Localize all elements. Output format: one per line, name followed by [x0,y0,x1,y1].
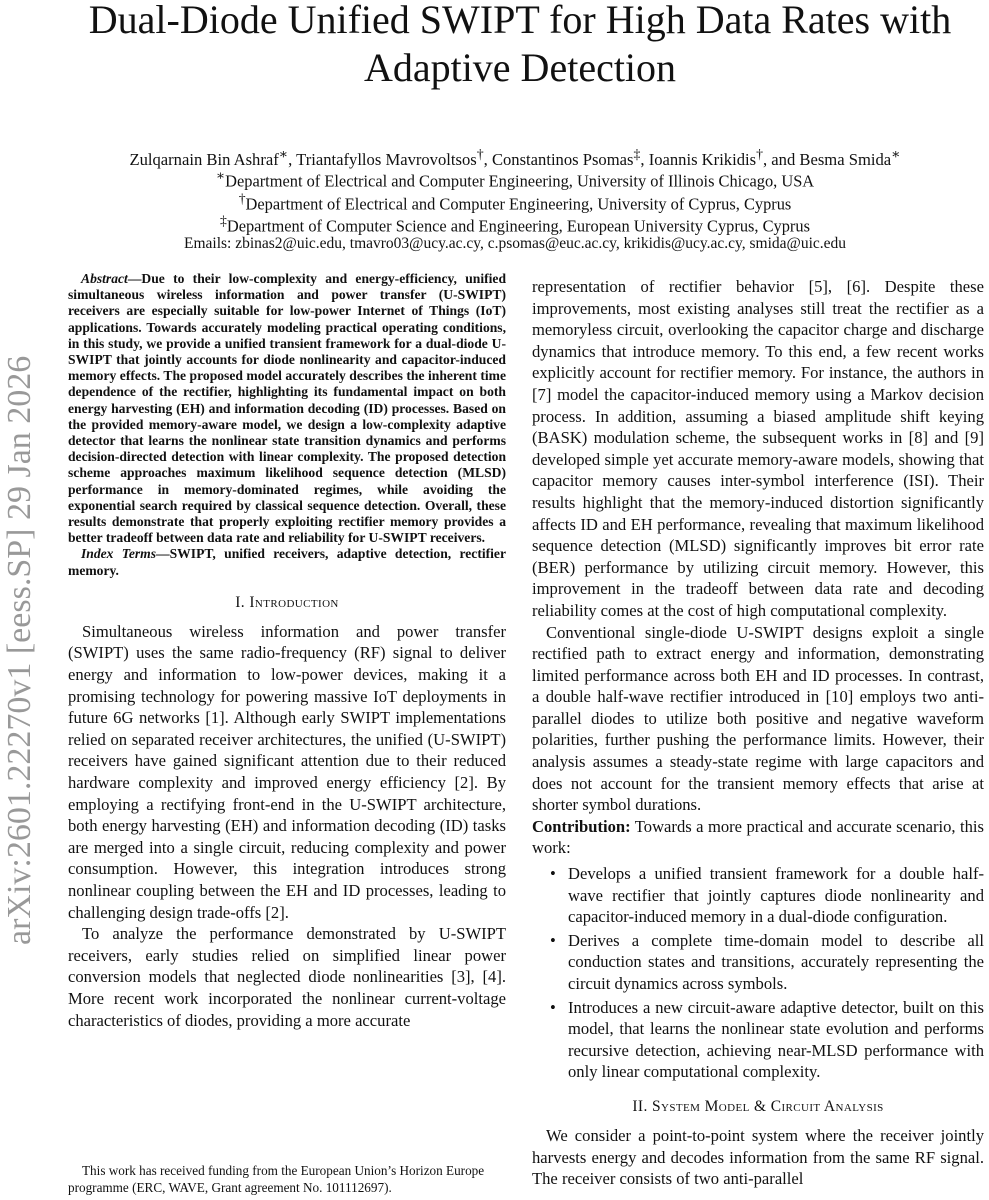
index-terms: Index Terms—SWIPT, unified receivers, adaptive detection, rectifier memory. [68,546,506,578]
right-column [532,276,984,1190]
author-emails: Emails: zbinas2@uic.edu, tmavro03@ucy.ac.cy, c.psomas@euc.ac.cy, krikidis@ucy.ac.cy, smida@uic.edu [183,235,847,252]
left-column [68,271,506,1031]
funding-footnote: This work has received funding from the European Union’s Horizon Europe programme (ERC, WAVE, Grant agreement No. 101112697). [68,1163,485,1195]
affiliation-uic: ∗Department of Electrical and Computer Engineering, University of Illinois Chicago, USA [215,168,815,191]
author-2: Triantafyllos Mavrovoltsos†, [296,146,492,169]
intro-paragraph-2: To analyze the performance demonstrated by U-SWIPT receivers, early studies relied on simplified linear power conversion models that neglected diode nonlinearities [3], [4]. More recent work incorporated the nonlinear current-voltage characteristics of diodes, providing a more accurate [68,924,506,1030]
section-heading-introduction: I. Introduction [235,593,339,611]
section-heading-system-model: II. System Model & Circuit Analysis [632,1097,884,1115]
author-1: Zulqarnain Bin Ashraf∗, [129,146,297,169]
system-model-paragraph-1: We consider a point-to-point system where the receiver jointly harvests energy and decodes information from the same RF signal. The receiver consists of two anti-parallel [532,1125,984,1189]
contribution-list [532,863,984,1083]
contribution-item: • Develops a unified transient framework for a double half-wave rectifier that jointly captures diode nonlinearity and capacitor-induced memory in a dual-diode configuration. [550,864,984,927]
contribution-item: • Introduces a new circuit-aware adaptive detector, built on this model, that learns the nonlinear state evolution and performs recursive detection, achieving near-MLSD performance with only linear computational complexity. [550,997,984,1082]
intro-paragraph-1: Simultaneous wireless information and power transfer (SWIPT) uses the same radio-frequency (RF) signal to deliver energy and information to low-power devices, making it a promising technology for powering massive IoT deployments in future 6G networks [1]. Although early SWIPT implementations relied on separated receiver architectures, the unified (U-SWIPT) receivers have gained significant attention due to their reduced hardware complexity and improved energy efficiency [2]. By employing a rectifying front-end in the U-SWIPT architecture, both energy harvesting (EH) and information decoding (ID) tasks are merged into a single circuit, reducing complexity and power consumption. However, this integration introduces strong nonlinear coupling between the EH and ID processes, leading to challenging design trade-offs [2]. [68,621,506,922]
intro-paragraph-2-continued: representation of rectifier behavior [5], [6]. Despite these improvements, most existing analyses still treat the rectifier as a memoryless circuit, overlooking the capacitor charge and discharge dynamics that introduce memory. To this end, a few recent works explicitly account for rectifier memory. For instance, the authors in [7] model the capacitor-induced memory using a Markov decision process. In addition, assuming a biased amplitude shift keying (BASK) modulation scheme, the subsequent works in [8] and [9] developed simple yet accurate memory-aware models, showing that capacitor memory causes inter-symbol interference (ISI). Their results highlight that the memory-induced distortion significantly affects ID and EH performance, revealing that maximum likelihood sequence detection (MLSD) significantly improves bit error rate (BER) performance by utilizing circuit memory. However, this improvement in the tradeoff between data rate and decoding reliability comes at the cost of high computational complexity. [532,277,984,620]
contribution-item: • Derives a complete time-domain model to describe all conduction states and transitions, accurately representing the circuit dynamics across symbols. [550,930,984,993]
affiliation-euc: ‡Department of Computer Science and Engineering, European University Cyprus, Cyprus [220,213,810,236]
contribution-intro: Contribution: Towards a more practical and accurate scenario, this work: [532,816,984,858]
arxiv-stamp: arXiv:2601.22270v1 [eess.SP] 29 Jan 2026 [1,355,38,945]
author-4: Ioannis Krikidis†, and [648,146,800,169]
paper-title: Dual-Diode Unified SWIPT for High Data Rates with Adaptive Detection [88,0,952,90]
intro-paragraph-3: Conventional single-diode U-SWIPT designs exploit a single rectified path to extract energy and information, demonstrating limited performance across both EH and ID processes. In contrast, a double half-wave rectifier introduced in [10] employs two anti-parallel diodes to utilize both positive and negative waveform polarities, further pushing the performance limits. However, their analysis assumes a steady-state regime with large capacitors and does not account for the transient memory effects that arise at shorter symbol durations. [532,622,984,815]
affiliation-ucy: †Department of Electrical and Computer Engineering, University of Cyprus, Cyprus [238,191,792,214]
author-3: Constantinos Psomas‡, [491,146,649,169]
abstract: Abstract—Due to their low-complexity and energy-efficiency, unified simultaneous wireless information and power transfer (U-SWIPT) receivers are especially suitable for low-power Internet of Things (IoT) applications. Towards accurately modeling practical operating conditions, in this study, we provide a unified transient framework for a dual-diode U-SWIPT that jointly accounts for diode nonlinearity and capacitor-induced memory effects. The proposed model accurately describes the inherent time dependence of the rectifier, highlighting its fundamental impact on both energy harvesting (EH) and information decoding (ID) processes. Based on the provided memory-aware model, we design a low-complexity adaptive detector that learns the nonlinear state transition dynamics and performs decision-directed detection with linear complexity. The proposed detection scheme approaches maximum likelihood sequence detection (MLSD) performance in memory-dominated regimes, while avoiding the exponential search required by classical sequence detection. Overall, these results demonstrate that properly exploiting rectifier memory provides a better tradeoff between data rate and reliability for U-SWIPT receivers. [68,271,506,546]
author-5: Besma Smida∗ [799,146,901,169]
